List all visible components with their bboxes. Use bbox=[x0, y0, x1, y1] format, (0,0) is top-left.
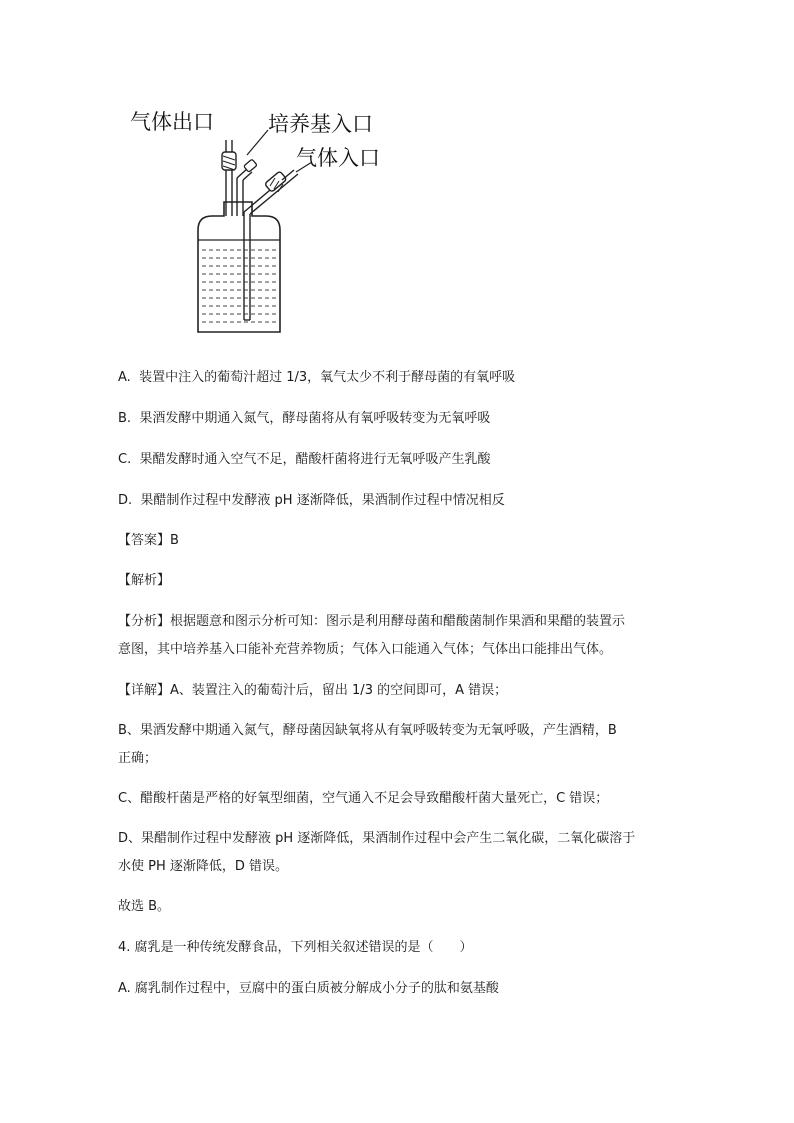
option-text: 果醋发酵时通入空气不足，醋酸杆菌将进行无氧呼吸产生乳酸 bbox=[139, 452, 491, 467]
fermentation-apparatus-figure bbox=[120, 100, 400, 340]
option-text: 果酒发酵中期通入氮气，酵母菌将从有氧呼吸转变为无氧呼吸 bbox=[139, 411, 491, 426]
analysis-tag: 【分析】 bbox=[118, 614, 171, 629]
analysis-text: 根据题意和图示分析可知：图示是利用酵母菌和醋酸菌制作果酒和果醋的装置示 bbox=[170, 614, 626, 629]
option-letter: C. bbox=[118, 452, 132, 467]
answer-value: B bbox=[170, 533, 179, 548]
answer-tag: 【答案】 bbox=[118, 533, 171, 548]
detail-a bbox=[118, 681, 507, 701]
bottle-outline bbox=[198, 202, 280, 332]
analysis-line-1 bbox=[118, 612, 625, 632]
medium-inlet-leader bbox=[247, 130, 268, 155]
fermentation-bottle-drawing bbox=[120, 100, 400, 340]
liquid-fill bbox=[202, 250, 276, 322]
medium-inlet-tube bbox=[237, 159, 257, 216]
option-b bbox=[118, 409, 490, 429]
option-c bbox=[118, 450, 491, 470]
question-4-option-a: A. 腐乳制作过程中，豆腐中的蛋白质被分解成小分子的肽和氨基酸 bbox=[118, 981, 499, 996]
answer-line bbox=[118, 531, 179, 551]
detail-d-line-1: D、果醋制作过程中发酵液 pH 逐渐降低，果酒制作过程中会产生二氧化碳，二氧化碳溶于 bbox=[118, 831, 636, 846]
analysis-heading: 【解析】 bbox=[118, 573, 171, 588]
gas-outlet-label: 气体出口 bbox=[130, 110, 214, 134]
gas-inlet-tube bbox=[244, 170, 298, 320]
gas-inlet-label: 气体入口 bbox=[296, 146, 380, 170]
conclusion: 故选 B。 bbox=[118, 899, 171, 914]
detail-b-line-2: 正确； bbox=[118, 751, 158, 766]
detail-tag: 【详解】 bbox=[118, 683, 171, 698]
question-4-stem: 4. 腐乳是一种传统发酵食品，下列相关叙述错误的是（ ） bbox=[118, 940, 473, 955]
option-d bbox=[118, 491, 505, 511]
detail-c: C、醋酸杆菌是严格的好氧型细菌，空气通入不足会导致醋酸杆菌大量死亡，C 错误； bbox=[118, 791, 609, 806]
gas-inlet-clamp bbox=[264, 171, 286, 192]
option-a bbox=[118, 368, 515, 388]
option-text: 果醋制作过程中发酵液 pH 逐渐降低，果酒制作过程中情况相反 bbox=[140, 493, 505, 508]
medium-inlet-label: 培养基入口 bbox=[268, 112, 373, 136]
option-text: 装置中注入的葡萄汁超过 1/3，氧气太少不利于酵母菌的有氧呼吸 bbox=[139, 370, 516, 385]
option-letter: D. bbox=[118, 493, 133, 508]
detail-b-line-1: B、果酒发酵中期通入氮气，酵母菌因缺氧将从有氧呼吸转变为无氧呼吸，产生酒精，B bbox=[118, 723, 617, 738]
option-letter: A. bbox=[118, 370, 131, 385]
detail-d-line-2: 水使 PH 逐渐降低，D 错误。 bbox=[118, 859, 289, 874]
detail-a-text: A、装置注入的葡萄汁后，留出 1/3 的空间即可，A 错误； bbox=[170, 683, 508, 698]
option-letter: B. bbox=[118, 411, 132, 426]
analysis-line-2: 意图，其中培养基入口能补充营养物质；气体入口能通入气体；气体出口能排出气体。 bbox=[118, 642, 613, 657]
